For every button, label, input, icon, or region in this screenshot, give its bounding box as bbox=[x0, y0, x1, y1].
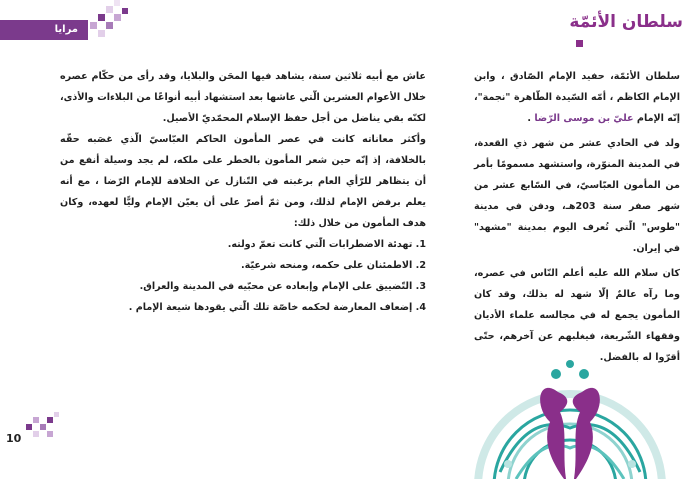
islamic-ornament-image bbox=[438, 352, 691, 479]
right-column bbox=[474, 66, 680, 372]
paragraph: وأكثر معاناته كانت في عصر المأمون الحاكم العبّاسيّ الّذي غصَبه حقّه بالخلافة، إذ إنّه حين شعر المأمون بالخطر على ملكه، لم يجد وسيلة أنفع من أن يتظاهر للرّأي العام برغبته في التّنازل عن الخلافة للإمام الرّضا ، مع أنه يعلم برفض الإمام لذلك، ومن ثمّ أصرّ على أن يعيّن الإمام وليًّا لعهده، وكان هدف المأمون من خلال ذلك: bbox=[60, 134, 426, 229]
decorative-squares-bottom bbox=[26, 412, 60, 440]
page-title: سلطان الأئمّة bbox=[569, 12, 683, 32]
page-number: 10 bbox=[6, 432, 22, 445]
decorative-squares-top bbox=[88, 0, 130, 40]
paragraph: عاش مع أبيه ثلاثين سنة، يشاهد فيها المحَن والبلايا، وقد رأى من حكّام عصره خلال الأعوام العشرين الّتي عاشها بعد استشهاد أبيه أنواعًا من البلاءات والأذى، لكنّه بقي يناضل من أجل حفظ الإسلام المحمّديّ الأصيل. bbox=[60, 71, 426, 124]
paragraph: كان سلام الله عليه أعلم النّاس في عصره، وما رآه عالمٌ إلّا شهد له بذلك، وقد كان المأمون يجمع له في مجالسه علماء الأديان وفقهاء الشّريعة، فيغلبهم عن آخرهم، حتّى أقرّوا له بالفضل. bbox=[474, 268, 680, 363]
list-item: 2. الاطمئنان على حكمه، ومنحه شرعيّة. bbox=[240, 260, 426, 271]
section-badge-label: مرايا bbox=[54, 24, 78, 35]
list-item: 3. التّضييق على الإمام وإبعاده عن محبّيه في المدينة والعراق. bbox=[139, 281, 426, 292]
paragraph: سلطان الأئمّة، حفيد الإمام الصّادق ، وابن الإمام الكاظم ، أمّه السّيدة الطّاهرة "نجمة"، إنّه الإمام عليّ بن موسى الرّضا . bbox=[474, 71, 680, 124]
goals-list bbox=[60, 234, 426, 318]
list-item: 1. تهدئة الاضطرابات الّتي كانت تعمّ دولته. bbox=[227, 239, 426, 250]
list-item: 4. إضعاف المعارضة لحكمه خاصّة تلك الّتي يقودها شيعة الإمام . bbox=[128, 302, 426, 313]
left-column bbox=[60, 66, 426, 318]
highlighted-name: عليّ بن موسى الرّضا bbox=[534, 113, 634, 124]
section-badge bbox=[0, 20, 88, 40]
paragraph: ولد في الحادي عشر من شهر ذي القعدة، في المدينة المنوّرة، واستشهد مسمومًا بأمر من المأمون العبّاسيّ، في السّابع عشر من شهر صفر سنة 203هـ، ودفن في مدينة "طوس" الّتي تُعرف اليوم بمدينة "مشهد" في إيران. bbox=[474, 138, 680, 254]
title-marker bbox=[576, 40, 583, 47]
